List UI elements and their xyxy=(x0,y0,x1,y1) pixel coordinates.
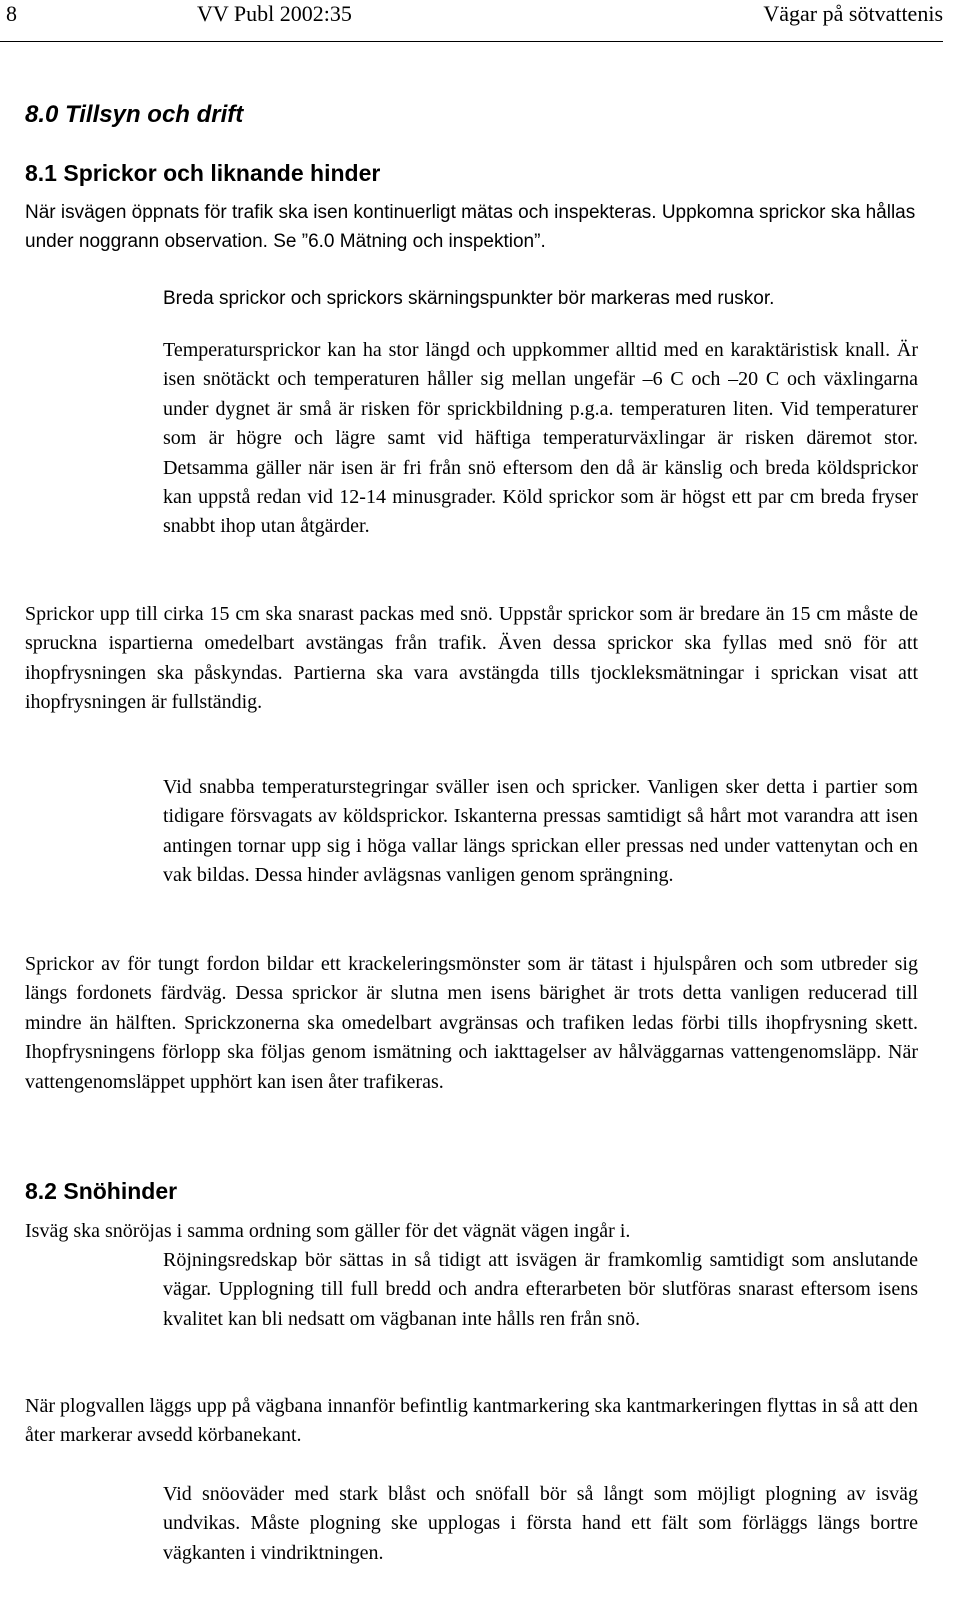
paragraph-4: Sprickor upp till cirka 15 cm ska snarast packas med snö. Uppstår sprickor som är bredare än 15 cm måste de spruckna ispartierna omedelbart avstängas från trafik. Även dessa sprickor ska fyllas med snö för att ihopfrysningen ska påskyndas. Partierna ska vara avstängda tills tjockleksmätningar i sprickan visat att ihopfrysningen är fullständig. xyxy=(25,603,918,714)
paragraph-9: När plogvallen läggs upp på vägbana innanför befintlig kantmarkering ska kantmarkeringen flyttas in så att den åter markerar avsedd körbanekant. xyxy=(25,1395,918,1447)
running-title: Vägar på sötvattenis xyxy=(763,1,943,26)
paragraph-1: När isvägen öppnats för trafik ska isen kontinuerligt mätas och inspekteras. Uppkomna sprickor ska hållas under noggrann observation. Se ”6.0 Mätning och inspektion”. xyxy=(25,202,916,253)
paragraph-5: Vid snabba temperaturstegringar sväller isen och spricker. Vanligen sker detta i partier som tidigare försvagats av köldsprickor. Iskanterna pressas samtidigt så hårt mot varandra att isen antingen tornar upp sig i höga vallar längs sprickan eller pressas ned under vattenytan och en vak bildas. Dessa hinder avlägsnas vanligen genom sprängning. xyxy=(163,776,918,887)
paragraph-6: Sprickor av för tungt fordon bildar ett krackeleringsmönster som är tätast i hjulspåren och som utbreder sig längs fordonets färdväg. Dessa sprickor är slutna men isens bärighet är trots detta vanligen reducerad till mindre än hälften. Sprickzonerna ska omedelbart avgränsas och trafiken ledas förbi tills ihopfrysning skett. Ihopfrysningens förlopp ska följas genom ismätning och iakttagelser av hålväggarnas vattengenomsläpp. När vattengenomsläppet upphört kan isen åter trafikeras. xyxy=(25,953,918,1093)
section-heading-8-0: 8.0 Tillsyn och drift xyxy=(25,101,244,128)
page-header xyxy=(0,0,943,38)
paragraph-10: Vid snöoväder med stark blåst och snöfall bör så långt som möjligt plogning av isväg undvikas. Måste plogning ske upplogas i första hand ett fält som förläggs längs bortre vägkanten i vindriktningen. xyxy=(163,1483,918,1564)
section-heading-8-2: 8.2 Snöhinder xyxy=(25,1178,178,1204)
paragraph-8: Röjningsredskap bör sättas in så tidigt att isvägen är framkomlig samtidigt som anslutande vägar. Upplogning till full bredd och andra efterarbeten bör slutföras snarast eftersom isens kvalitet kan bli nedsatt om vägbanan inte hålls ren från snö. xyxy=(163,1249,918,1330)
header-rule xyxy=(0,41,943,42)
paragraph-2: Breda sprickor och sprickors skärningspunkter bör markeras med ruskor. xyxy=(163,288,775,309)
section-heading-8-1: 8.1 Sprickor och liknande hinder xyxy=(25,160,381,186)
publication-id: VV Publ 2002:35 xyxy=(197,1,352,26)
page-number: 8 xyxy=(6,1,17,26)
paragraph-7: Isväg ska snöröjas i samma ordning som gäller för det vägnät vägen ingår i. xyxy=(25,1220,631,1242)
paragraph-3: Temperatursprickor kan ha stor längd och uppkommer alltid med en karaktäristisk knall. Är isen snötäckt och temperaturen håller sig mellan ungefär –6 C och –20 C och växlingarna under dygnet är små är risken för sprickbildning p.g.a. temperaturen liten. Vid temperaturer som är högre och lägre samt vid häftiga temperaturväxlingar är risken däremot stor. Detsamma gäller när isen är fri från snö eftersom den då är känslig och breda köldsprickor kan uppstå redan vid 12-14 minusgrader. Köld sprickor som är högst ett par cm breda fryser snabbt ihop utan åtgärder. xyxy=(163,339,918,538)
